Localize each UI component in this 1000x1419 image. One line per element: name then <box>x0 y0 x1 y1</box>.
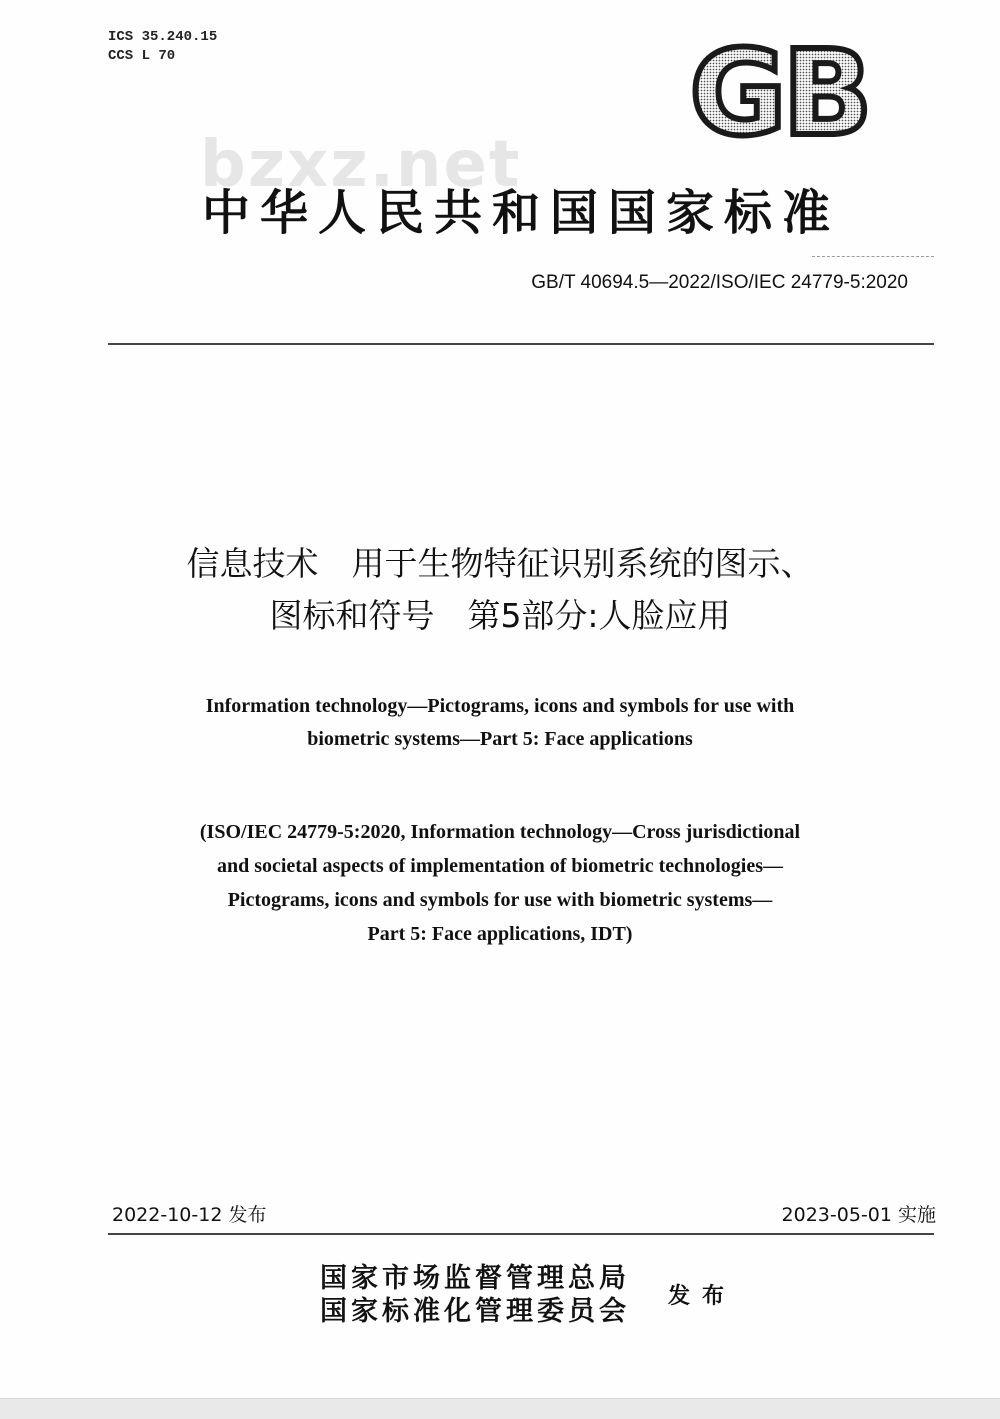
dotted-divider <box>812 256 934 257</box>
english-title-line: Information technology—Pictograms, icons and symbols for use with <box>205 695 795 717</box>
iso-equivalence-note <box>40 815 960 951</box>
english-title-line: biometric systems—Part 5: Face applications <box>307 728 693 750</box>
iso-note-line: Part 5: Face applications, IDT) <box>367 923 633 945</box>
bottom-divider <box>108 1233 934 1235</box>
classification-codes <box>108 28 217 66</box>
issuer-samr: 国家市场监督管理总局 <box>320 1263 630 1294</box>
iso-note-line: and societal aspects of implementation of biometric technologies— <box>216 855 784 877</box>
ics-code: ICS 35.240.15 <box>108 29 218 45</box>
ccs-code: CCS L 70 <box>108 48 176 64</box>
page-bottom-edge <box>0 1398 1000 1419</box>
standard-number: GB/T 40694.5—2022/ISO/IEC 24779-5:2020 <box>531 272 908 293</box>
national-standard-title: 中华人民共和国国家标准 <box>201 185 840 241</box>
iso-note-line: Pictograms, icons and symbols for use with biometric systems— <box>227 889 773 911</box>
issue-date: 2022-10-12 发布 <box>112 1204 267 1226</box>
chinese-title-line: 图标和符号 第5部分:人脸应用 <box>269 596 731 635</box>
watermark: bzxz.net <box>200 128 522 202</box>
issuer-sac: 国家标准化管理委员会 <box>320 1296 630 1327</box>
english-title <box>60 690 940 756</box>
implementation-date: 2023-05-01 实施 <box>781 1204 936 1226</box>
issuing-authorities <box>320 1262 630 1328</box>
iso-note-line: (ISO/IEC 24779-5:2020, Information technology—Cross jurisdictional <box>199 821 801 843</box>
chinese-title <box>60 538 940 642</box>
svg-text:GB: GB <box>689 38 869 148</box>
gb-logo-icon <box>676 38 882 148</box>
top-divider <box>108 343 934 345</box>
publish-label: 发布 <box>668 1283 737 1309</box>
chinese-title-line: 信息技术 用于生物特征识别系统的图示、 <box>186 544 814 583</box>
